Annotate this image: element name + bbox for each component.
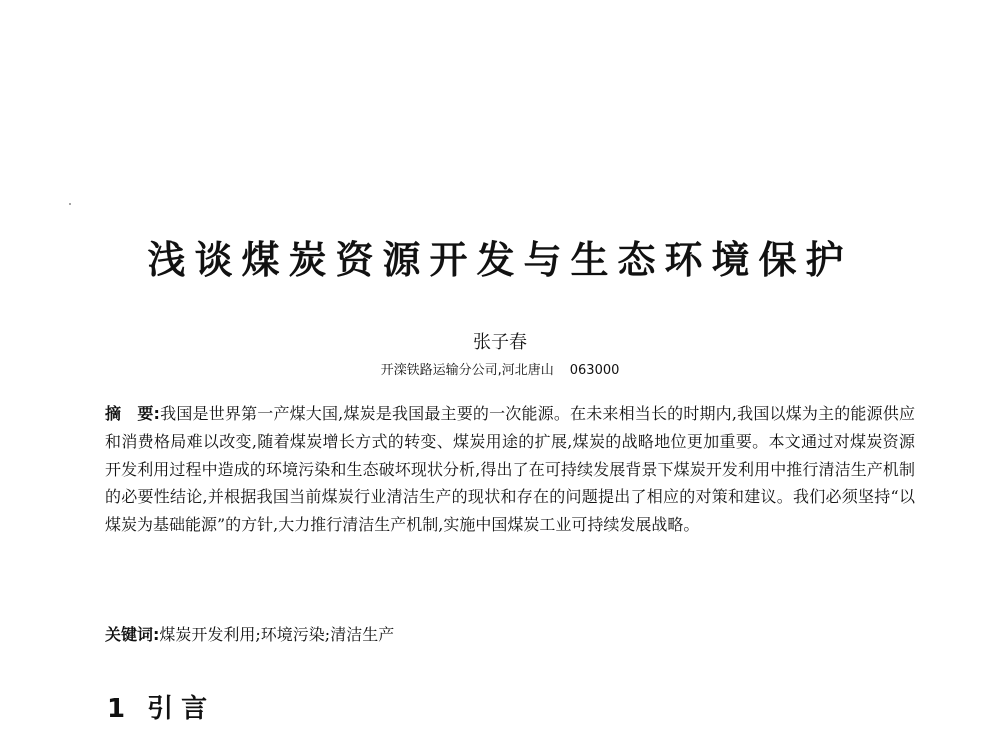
section-number: 1 xyxy=(107,694,126,724)
abstract-label-rest: 要: xyxy=(137,404,160,423)
affiliation xyxy=(0,362,1000,380)
abstract xyxy=(105,400,915,539)
abstract-label-first: 摘 xyxy=(105,404,122,423)
paper-title: 浅谈煤炭资源开发与生态环境保护 xyxy=(147,238,853,282)
section-heading xyxy=(107,692,215,726)
postcode: 063000 xyxy=(569,363,620,378)
abstract-label xyxy=(105,404,160,423)
keywords xyxy=(105,624,915,646)
affiliation-text: 开滦铁路运输分公司,河北唐山 xyxy=(380,363,554,378)
keywords-label: 关键词: xyxy=(105,625,160,644)
abstract-text: 我国是世界第一产煤大国,煤炭是我国最主要的一次能源。在未来相当长的时期内,我国以煤为主的能源供应和消费格局难以改变,随着煤炭增长方式的转变、煤炭用途的扩展,煤炭的战略地位更加重要。本文通过对煤炭资源开发利用过程中造成的环境污染和生态破坏现状分析,得出了在可持续发展背景下煤炭开发利用中推行清洁生产机制的必要性结论,并根据我国当前煤炭行业清洁生产的现状和存在的问题提出了相应的对策和建议。我们必须坚持“以煤炭为基础能源”的方针,大力推行清洁生产机制,实施中国煤炭工业可持续发展战略。 xyxy=(105,404,915,535)
keywords-text: 煤炭开发利用;环境污染;清洁生产 xyxy=(159,625,395,644)
section-title: 引言 xyxy=(147,694,216,724)
scan-speck xyxy=(69,203,71,205)
author-name: 张子春 xyxy=(473,332,527,353)
